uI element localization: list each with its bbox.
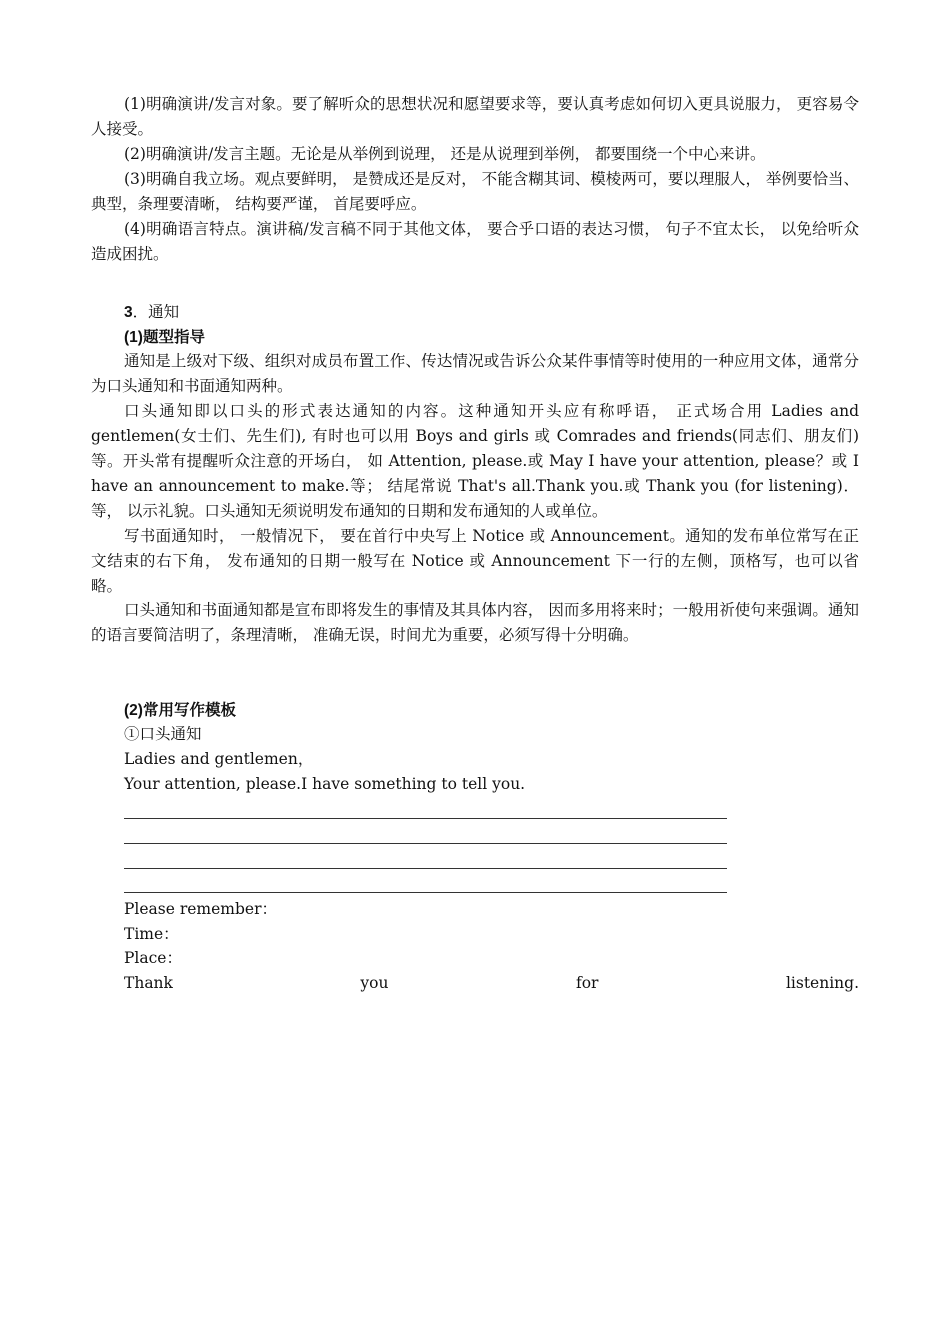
template-label: ①口头通知 — [124, 725, 202, 743]
section-3-title: ．通知 — [132, 304, 180, 321]
subsection-1-title: 题型指导 — [142, 329, 205, 346]
blank-line — [124, 818, 727, 819]
notice-intro-paragraph: 通知是上级对下级、组织对成员布置工作、传达情况或告诉公众某件事情等时使用的一种应用文体，通常分为口头通知和书面通知两种。 — [91, 352, 859, 395]
subsection-2-number: (2) — [124, 702, 143, 719]
closing-word: for — [575, 974, 599, 992]
written-notice-paragraph: 写书面通知时， 一般情况下， 要在首行中央写上 Notice 或 Announcement。通知的发布单位常写在正文结束的右下角， 发布通知的日期一般写在 Notice 或 Announcement 下一行的左侧，顶格写，也可以省略。 — [91, 527, 859, 595]
template-remember: Please remember： — [124, 900, 278, 918]
blank-line — [124, 843, 727, 844]
closing-word: you — [360, 974, 389, 992]
section-3-heading — [124, 300, 179, 325]
template-greeting: Ladies and gentlemen， — [124, 750, 314, 768]
point-2-paragraph: (2)明确演讲/发言主题。无论是从举例到说理， 还是从说理到举例， 都要围绕一个中心来讲。 — [124, 145, 766, 163]
template-closing-line — [124, 971, 859, 996]
blank-line — [124, 868, 727, 869]
point-1-paragraph: (1)明确演讲/发言对象。要了解听众的思想状况和愿望要求等，要认真考虑如何切入更具说服力， 更容易令人接受。 — [91, 95, 859, 138]
subsection-2-title: 常用写作模板 — [142, 702, 236, 719]
subsection-2-heading — [124, 698, 236, 723]
section-3-number: 3 — [124, 304, 133, 321]
subsection-1-heading — [124, 325, 205, 350]
closing-word: Thank — [124, 974, 173, 992]
template-time: Time： — [124, 925, 179, 943]
template-place: Place： — [124, 949, 182, 967]
point-4-paragraph: (4)明确语言特点。演讲稿/发言稿不同于其他文体， 要合乎口语的表达习惯， 句子不宜太长， 以免给听众造成困扰。 — [91, 220, 859, 263]
notice-summary-paragraph: 口头通知和书面通知都是宣布即将发生的事情及其具体内容， 因而多用将来时；一般用祈使句来强调。通知的语言要简洁明了，条理清晰， 准确无误，时间尤为重要，必须写得十分明确。 — [91, 601, 859, 644]
point-3-paragraph: (3)明确自我立场。观点要鲜明， 是赞成还是反对， 不能含糊其词、模棱两可，要以理服人， 举例要恰当、典型，条理要清晰， 结构要严谨， 首尾要呼应。 — [91, 170, 859, 213]
closing-word: listening. — [785, 974, 859, 992]
subsection-1-number: (1) — [124, 329, 143, 346]
blank-line — [124, 892, 727, 893]
template-opening: Your attention, please.I have something to tell you. — [124, 775, 526, 793]
oral-notice-paragraph: 口头通知即以口头的形式表达通知的内容。这种通知开头应有称呼语， 正式场合用 Ladies and gentlemen(女士们、先生们), 有时也可以用 Boys and girls 或 Comrades and friends(同志们、朋友们)等。开头常有提醒听众注意的开场白， 如 Attention, please.或 May I have your attention, please？或 I have an announcement to make.等； 结尾常说 That's all.Thank you.或 Thank you (for listening)．等， 以示礼貌。口头通知无须说明发布通知的日期和发布通知的人或单位。 — [91, 402, 859, 520]
